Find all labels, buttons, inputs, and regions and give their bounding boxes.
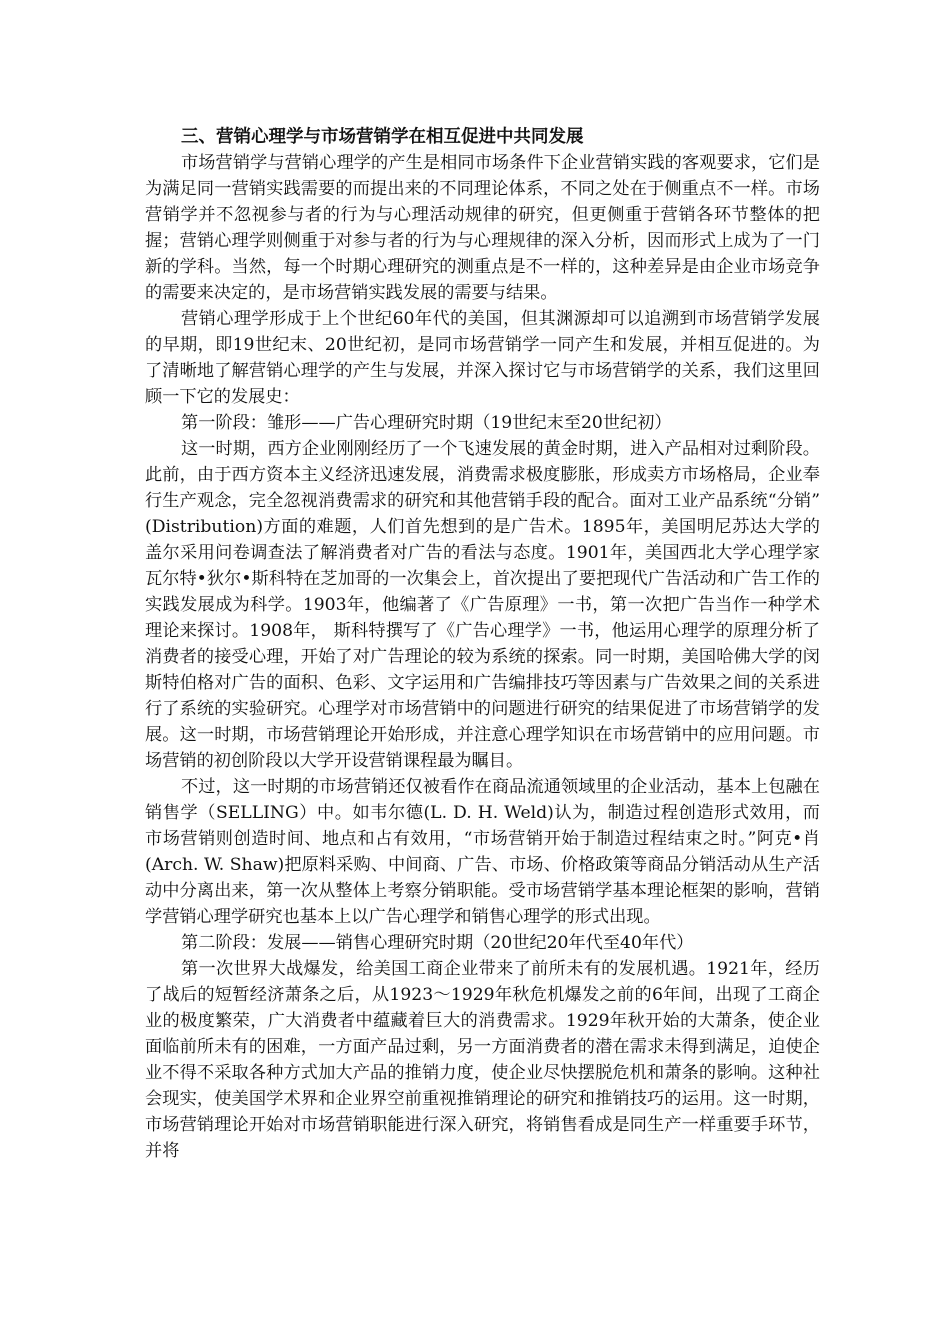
paragraph-origin: 营销心理学形成于上个世纪60年代的美国，但其渊源却可以追溯到市场营销学发展的早期，即19世纪末、20世纪初，是同市场营销学一同产生和发展，并相互促进的。为了清晰地了解营销心理学的产生与发展，并深入探讨它与市场营销学的关系，我们这里回顾一下它的发展史： xyxy=(145,309,820,407)
paragraph-stage-one: 这一时期，西方企业刚刚经历了一个飞速发展的黄金时期，进入产品相对过剩阶段。此前，由于西方资本主义经济迅速发展，消费需求极度膨胀，形成卖方市场格局，企业奉行生产观念，完全忽视消费需求的研究和其他营销手段的配合。面对工业产品系统“分销” (Distribution)方面的难题，人们首先想到的是广告术。1895年，美国明尼苏达大学的盖尔采用问卷调查法了解消费者对广告的看法与态度。1901年，美国西北大学心理学家瓦尔特•狄尔•斯科特在芝加哥的一次集会上，首次提出了要把现代广告活动和广告工作的实践发展成为科学。1903年，他编著了《广告原理》一书，第一次把广告当作一种学术理论来探讨。1908年， 斯科特撰写了《广告心理学》一书，他运用心理学的原理分析了消费者的接受心理，开始了对广告理论的较为系统的探索。同一时期，美国哈佛大学的闵斯特伯格对广告的面积、色彩、文字运用和广告编排技巧等因素与广告效果之间的关系进行了系统的实验研究。心理学对市场营销中的问题进行研究的结果促进了市场营销学的发展。这一时期，市场营销理论开始形成，并注意心理学知识在市场营销中的应用问题。市场营销的初创阶段以大学开设营销课程最为瞩目。 xyxy=(145,439,820,771)
stage-two-title: 第二阶段：发展——销售心理研究时期（20世纪20年代至40年代） xyxy=(181,933,694,953)
document-page xyxy=(145,124,820,1164)
paragraph-stage-two: 第一次世界大战爆发，给美国工商企业带来了前所未有的发展机遇。1921年，经历了战后的短暂经济萧条之后，从1923～1929年秋危机爆发之前的6年间，出现了工商企业的极度繁荣，广大消费者中蕴藏着巨大的消费需求。1929年秋开始的大萧条，使企业面临前所未有的困难，一方面产品过剩，另一方面消费者的潜在需求未得到满足，迫使企业不得不采取各种方式加大产品的推销力度，使企业尽快摆脱危机和萧条的影响。这种社会现实，使美国学术界和企业界空前重视推销理论的研究和推销技巧的运用。这一时期，市场营销理论开始对市场营销职能进行深入研究，将销售看成是同生产一样重要手环节，并将 xyxy=(145,959,820,1161)
paragraph-stage-one-note: 不过，这一时期的市场营销还仅被看作在商品流通领域里的企业活动，基本上包融在销售学（SELLING）中。如韦尔德(L. D. H. Weld)认为，制造过程创造形式效用，而市场营销则创造时间、地点和占有效用，“市场营销开始于制造过程结束之时。”阿克•肖(Arch. W. Shaw)把原料采购、中间商、广告、市场、价格政策等商品分销活动从生产活动中分离出来，第一次从整体上考察分销职能。受市场营销学基本理论框架的影响，营销学营销心理学研究也基本上以广告心理学和销售心理学的形式出现。 xyxy=(145,777,820,927)
section-heading: 三、营销心理学与市场营销学在相互促进中共同发展 xyxy=(181,127,584,147)
paragraph-intro: 市场营销学与营销心理学的产生是相同市场条件下企业营销实践的客观要求，它们是为满足同一营销实践需要的而提出来的不同理论体系，不同之处在于侧重点不一样。市场营销学并不忽视参与者的行为与心理活动规律的研究，但更侧重于营销各环节整体的把握；营销心理学则侧重于对参与者的行为与心理规律的深入分析，因而形式上成为了一门新的学科。当然，每一个时期心理研究的测重点是不一样的，这种差异是由企业市场竞争的需要来决定的，是市场营销实践发展的需要与结果。 xyxy=(145,153,820,303)
stage-one-title: 第一阶段：雏形——广告心理研究时期（19世纪末至20世纪初） xyxy=(181,413,672,433)
